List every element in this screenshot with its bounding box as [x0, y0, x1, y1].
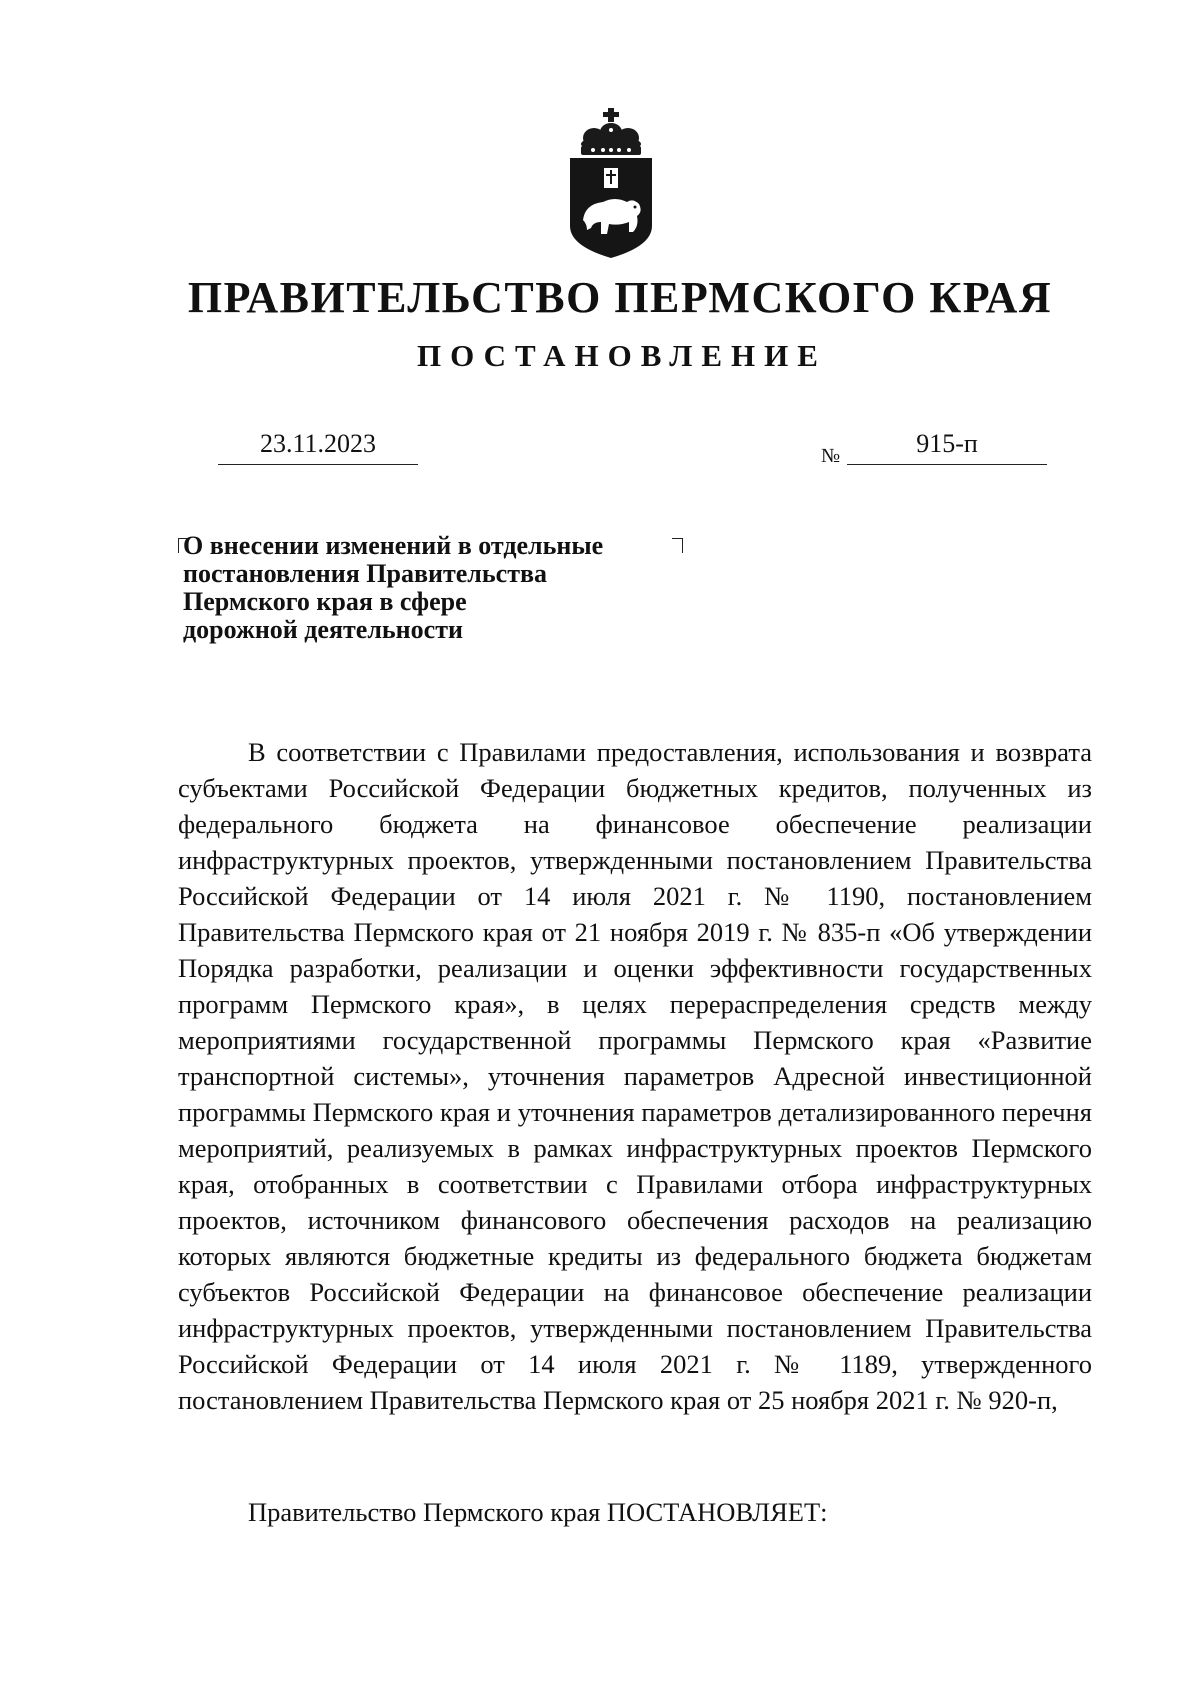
subject-line: О внесении изменений в отдельные: [183, 531, 604, 560]
subject-corner-mark-right: [672, 538, 683, 553]
document-date: 23.11.2023: [259, 429, 377, 458]
organization-title: ПРАВИТЕЛЬСТВО ПЕРМСКОГО КРАЯ: [187, 273, 1053, 322]
document-number-line: [847, 424, 1047, 465]
document-date-field: [218, 424, 418, 465]
document-subject: [183, 532, 663, 644]
body-paragraph: В соответствии с Правилами предоставления, использования и возврата субъектами Российской Федерации бюджетных кредитов, полученных из федерального бюджета на финансовое обеспечение реализации инфраструктурных проектов, утвержденными постановлением Правительства Российской Федерации от 14 июля 2021 г. № 1190, постановлением Правительства Пермского края от 21 ноября 2019 г. № 835-п «Об утверждении Порядка разработки, реализации и оценки эффективности государственных программ Пермского края», в целях перераспределения средств между мероприятиями государственной программы Пермского края «Развитие транспортной системы», уточнения параметров Адресной инвестиционной программы Пермского края и уточнения параметров детализированного перечня мероприятий, реализуемых в рамках инфраструктурных проектов Пермского края, отобранных в соответствии с Правилами отбора инфраструктурных проектов, источником финансового обеспечения расходов на реализацию которых являются бюджетные кредиты из федерального бюджета бюджетам субъектов Российской Федерации на финансовое обеспечение реализации инфраструктурных проектов, утвержденными постановлением Правительства Российской Федерации от 14 июля 2021 г. № 1189, утвержденного постановлением Правительства Пермского края от 25 ноября 2021 г. № 920-п,: [178, 737, 1092, 1415]
decree-statement: Правительство Пермского края ПОСТАНОВЛЯЕТ:: [248, 1497, 828, 1527]
subject-line: дорожной деятельности: [183, 615, 463, 644]
perm-krai-coat-of-arms-icon: [563, 108, 659, 260]
document-number-field: [821, 424, 1047, 467]
document-number: 915-п: [916, 429, 978, 458]
number-sign: №: [821, 445, 841, 467]
subject-line: постановления Правительства: [183, 559, 547, 588]
subject-line: Пермского края в сфере: [183, 587, 467, 616]
document-type-heading: ПОСТАНОВЛЕНИЕ: [417, 338, 827, 373]
